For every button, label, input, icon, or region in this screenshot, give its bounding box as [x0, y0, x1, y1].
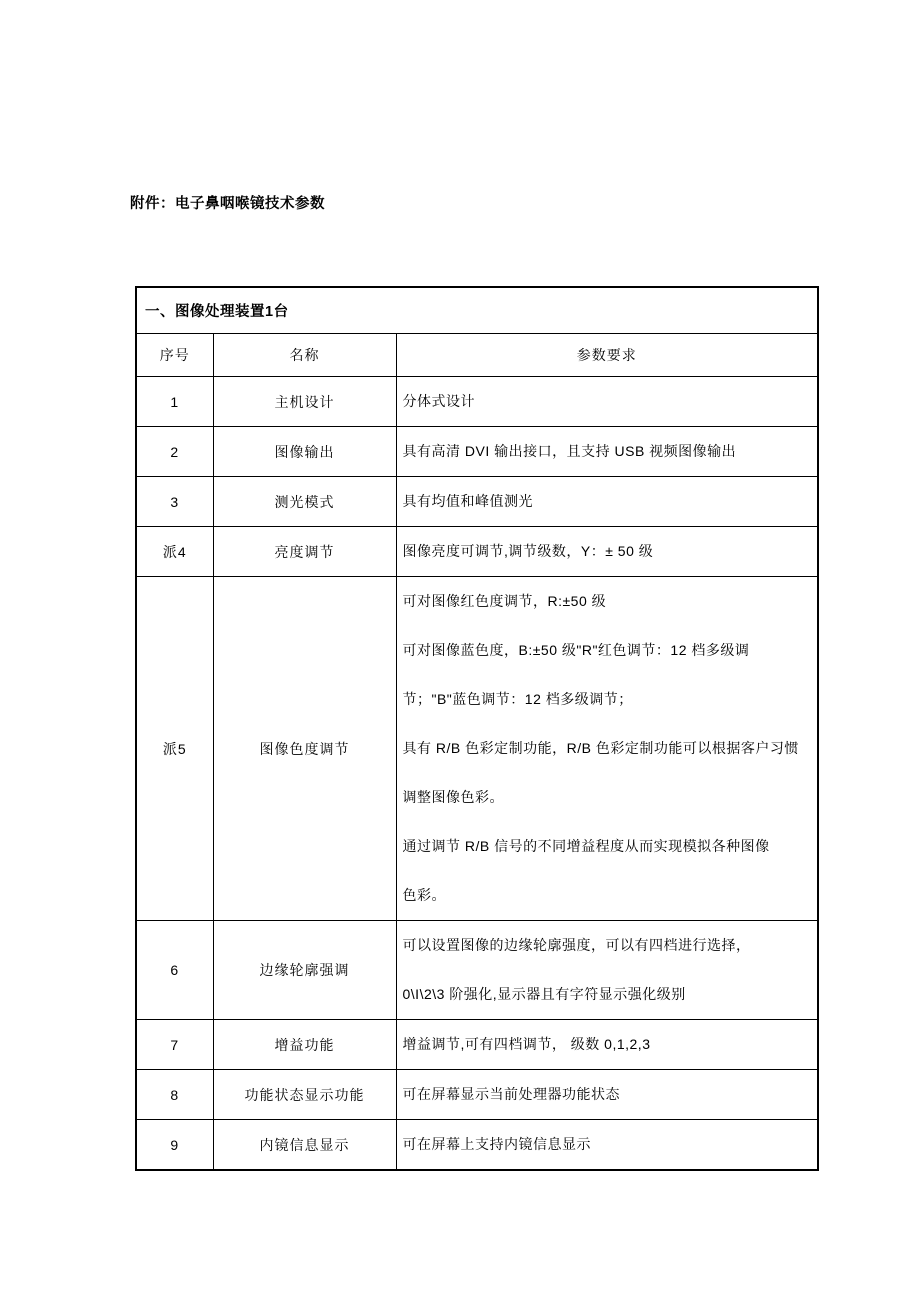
row-parameter-cell	[396, 477, 818, 527]
parameter-line: 具有 R/B 色彩定制功能，R/B 色彩定制功能可以根据客户习惯	[402, 740, 799, 756]
row-name-cell: 主机设计	[213, 377, 396, 427]
row-parameter-cell	[396, 577, 818, 921]
table-caption-row	[136, 287, 818, 334]
row-number-cell: 3	[136, 477, 213, 527]
col-header-param: 参数要求	[396, 334, 818, 377]
col-header-name: 名称	[213, 334, 396, 377]
row-number-cell: 9	[136, 1120, 213, 1171]
document-title: 附件：电子鼻咽喉镜技术参数	[130, 196, 325, 212]
row-number-cell: 2	[136, 427, 213, 477]
parameter-line: 可以设置图像的边缘轮廓强度，可以有四档进行选择，	[402, 937, 751, 953]
row-parameter-cell	[396, 1020, 818, 1070]
parameter-line: 0\I\2\3 阶强化,显示器且有字符显示强化级别	[402, 986, 686, 1002]
parameter-line: 通过调节 R/B 信号的不同增益程度从而实现模拟各种图像	[402, 838, 770, 854]
table-row	[136, 577, 818, 921]
table-row	[136, 1020, 818, 1070]
row-parameter-cell	[396, 427, 818, 477]
row-name-cell: 亮度调节	[213, 527, 396, 577]
row-name-cell: 增益功能	[213, 1020, 396, 1070]
parameter-line: 可在屏幕上支持内镜信息显示	[402, 1136, 591, 1152]
row-number-cell: 1	[136, 377, 213, 427]
parameter-line: 调整图像色彩。	[402, 789, 504, 805]
row-name-cell: 图像输出	[213, 427, 396, 477]
spec-table	[135, 286, 819, 1171]
parameter-line: 具有均值和峰值测光	[402, 493, 533, 509]
table-row	[136, 527, 818, 577]
row-number-cell: 派4	[136, 527, 213, 577]
col-header-no: 序号	[136, 334, 213, 377]
parameter-line: 可在屏幕显示当前处理器功能状态	[402, 1086, 620, 1102]
parameter-line: 图像亮度可调节,调节级数，Y：± 50 级	[402, 543, 654, 559]
spec-table-body	[136, 377, 818, 1171]
parameter-line: 色彩。	[402, 887, 446, 903]
parameter-line: 分体式设计	[402, 393, 475, 409]
row-name-cell: 内镜信息显示	[213, 1120, 396, 1171]
parameter-line: 增益调节,可有四档调节， 级数 0,1,2,3	[402, 1036, 651, 1052]
row-parameter-cell	[396, 921, 818, 1020]
table-caption: 一、图像处理装置1台	[136, 287, 818, 334]
table-row	[136, 377, 818, 427]
row-parameter-cell	[396, 377, 818, 427]
row-name-cell: 边缘轮廓强调	[213, 921, 396, 1020]
parameter-line: 可对图像蓝色度，B:±50 级"R"红色调节：12 档多级调	[402, 642, 750, 658]
row-number-cell: 派5	[136, 577, 213, 921]
row-parameter-cell	[396, 1070, 818, 1120]
row-name-cell: 功能状态显示功能	[213, 1070, 396, 1120]
parameter-line: 节；"B"蓝色调节：12 档多级调节；	[402, 691, 633, 707]
table-row	[136, 427, 818, 477]
parameter-line: 可对图像红色度调节，R:±50 级	[402, 593, 607, 609]
row-number-cell: 7	[136, 1020, 213, 1070]
row-parameter-cell	[396, 1120, 818, 1171]
table-row	[136, 1120, 818, 1171]
table-row	[136, 921, 818, 1020]
row-parameter-cell	[396, 527, 818, 577]
row-number-cell: 8	[136, 1070, 213, 1120]
row-name-cell: 图像色度调节	[213, 577, 396, 921]
row-name-cell: 测光模式	[213, 477, 396, 527]
table-row	[136, 1070, 818, 1120]
parameter-line: 具有高清 DVI 输出接口，且支持 USB 视频图像输出	[402, 443, 737, 459]
table-header-row	[136, 334, 818, 377]
table-row	[136, 477, 818, 527]
row-number-cell: 6	[136, 921, 213, 1020]
